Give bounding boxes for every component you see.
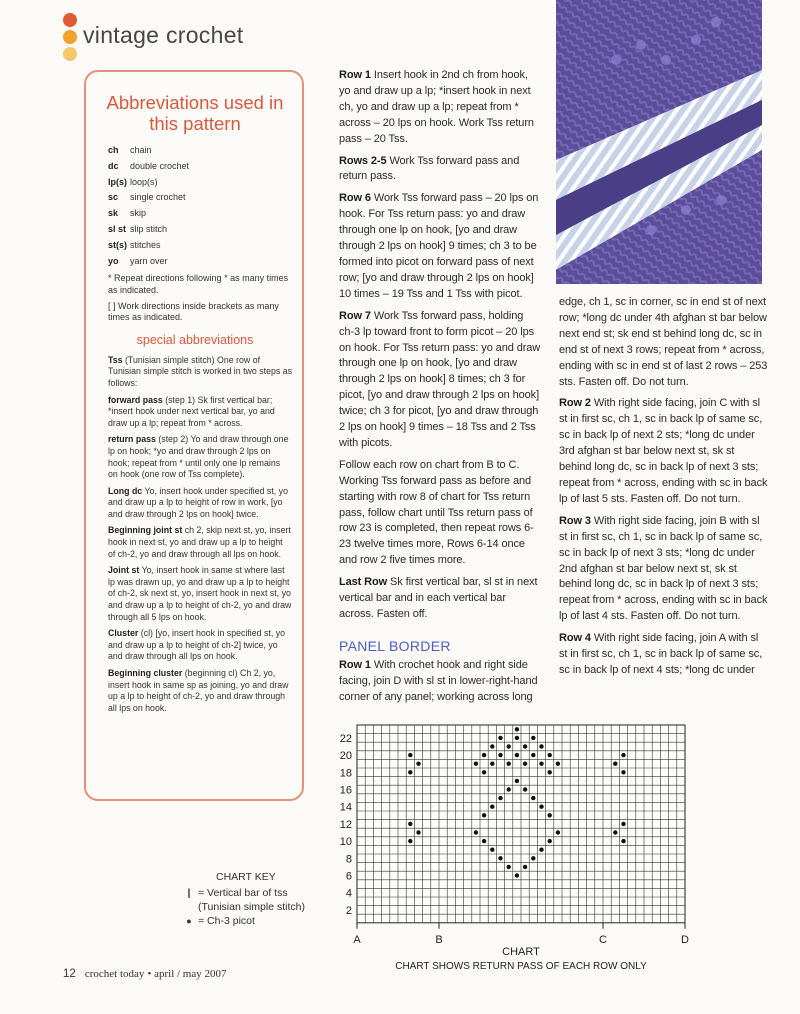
issue-date: april / may 2007 xyxy=(154,968,227,980)
picot-dot xyxy=(531,856,535,860)
abbreviation-note-repeat: * Repeat directions following * as many times as indicated. xyxy=(108,273,289,295)
picot-dot xyxy=(548,813,552,817)
abbreviation-item: lp(s) loop(s) xyxy=(108,176,158,187)
picot-dot xyxy=(416,762,420,766)
picot-dot xyxy=(498,856,502,860)
special-abbreviation-item: return pass (step 2) Yo and draw through one lp on hook; *yo and draw through 2 lps on hook; repeat from * until only one lp remains on hook (one row of Tss complete). xyxy=(108,434,289,480)
picot-dot xyxy=(548,839,552,843)
picot-dot xyxy=(539,744,543,748)
picot-dot xyxy=(531,796,535,800)
bar-key-text-2: (Tunisian simple stitch) xyxy=(198,901,305,913)
page-number: 12 xyxy=(63,968,76,980)
border-row-4: Row 4 With right side facing, join A with sl st in first sc, ch 1, sc in back lp of same sc, sc in back lp of next 4 sts; *long dc under xyxy=(559,632,763,676)
picot-dot xyxy=(531,736,535,740)
special-abbreviation-item: Long dc Yo, insert hook under specified st, yo and draw up a lp to height of row in work, [yo and draw through 2 lps on hook] twice. xyxy=(108,485,288,519)
section-title: vintage crochet xyxy=(83,22,244,48)
picot-dot xyxy=(507,762,511,766)
orange-dot xyxy=(63,13,77,27)
abbreviation-item: sl st slip stitch xyxy=(108,223,168,234)
row-label: 10 xyxy=(339,836,352,849)
picot-dot xyxy=(515,727,519,731)
instruction-rows-2-5: Rows 2-5 Work Tss forward pass and return pass. xyxy=(339,154,520,183)
special-abbreviation-item: Joint st Yo, insert hook in same st where last lp was drawn up, yo and draw up a lp to height of ch-2, sk next st, yo, insert hook in next st, yo and draw up a lp to height of ch-2, yo and draw through all 5 lps on hook. xyxy=(108,565,292,622)
picot-dot xyxy=(556,762,560,766)
abbreviations-title: Abbreviations used in this pattern xyxy=(106,92,284,134)
picot-dot xyxy=(490,762,494,766)
picot-dot xyxy=(498,753,502,757)
panel-border-heading: PANEL BORDER xyxy=(339,637,451,654)
picot-dot xyxy=(531,753,535,757)
row-label: 12 xyxy=(339,818,352,831)
row-label: 22 xyxy=(339,732,352,745)
chart-key-title: CHART KEY xyxy=(216,871,276,883)
abbreviation-item: sc single crochet xyxy=(108,192,186,203)
special-abbreviation-item: forward pass (step 1) Sk first vertical bar; *insert hook under next vertical bar, yo and draw up a lp; repeat from * across. xyxy=(108,394,275,428)
chart-title: CHART xyxy=(502,945,540,958)
picot-dot xyxy=(621,770,625,774)
instruction-last-row: Last Row Sk first vertical bar, sl st in next vertical bar and in each vertical bar across. Fasten off. xyxy=(339,576,538,620)
special-abbreviation-item: Beginning joint st ch 2, skip next st, yo, insert hook in next st, yo and draw up a lp to height of ch-2, yo and draw through all lps on hook. xyxy=(108,525,291,559)
special-abbreviation-item: Beginning cluster (beginning cl) Ch 2, yo, insert hook in same sp as joining, yo and draw up a lp to height of ch-2, yo and draw through all lps on hook. xyxy=(108,668,289,713)
magazine-name: crochet today xyxy=(84,968,145,980)
instructions-column-right xyxy=(559,295,769,685)
picot-dot xyxy=(515,779,519,783)
picot-dot xyxy=(408,822,412,826)
column-label: A xyxy=(353,933,361,946)
abbreviations-list xyxy=(108,143,292,269)
picot-dot xyxy=(613,830,617,834)
row-label: 16 xyxy=(339,784,352,797)
picot-dot xyxy=(548,753,552,757)
column-label: C xyxy=(599,933,607,946)
picot-dot xyxy=(539,848,543,852)
picot-dot xyxy=(490,848,494,852)
instruction-follow-chart: Follow each row on chart from B to C. Working Tss forward pass as before and starting with row 8 of chart for Tss return pass, follow chart until Tss return pass of row 23 is completed, then repeat rows 6-23 twelve times more, Rows 6-14 once and row 2 five times more. xyxy=(339,458,534,567)
instruction-row-1: Row 1 Insert hook in 2nd ch from hook, yo and draw up a lp; *insert hook in next ch, yo and draw up a lp; repeat from * across – 20 lps on hook. Work Tss return pass – 20 Tss. xyxy=(339,69,534,145)
picot-dot xyxy=(408,770,412,774)
picot-dot xyxy=(621,822,625,826)
abbreviation-item: dc double crochet xyxy=(108,160,190,171)
picot-dot xyxy=(523,744,527,748)
row-label: 6 xyxy=(345,870,352,883)
special-abbreviation-item: Cluster (cl) [yo, insert hook in specified st, yo and draw up a lp to height of ch-2] twice, yo and draw through all lps on hook. xyxy=(108,628,285,662)
border-row-2: Row 2 With right side facing, join C with sl st in first sc, ch 1, sc in back lp of same sc, sc in back lp of next 2 sts; *long dc under 3rd afghan st bar below next st, sk st behind long dc, sc in back lp of next 3 sts; repeat from * across, ending with sc in back lp of last 5 sts. Fasten off. Do not turn. xyxy=(559,397,768,505)
picot-dot xyxy=(490,805,494,809)
abbreviation-note-brackets: [ ] Work directions inside brackets as many times as indicated. xyxy=(108,300,279,323)
chart-key xyxy=(180,870,305,928)
bar-symbol: | xyxy=(187,887,191,899)
picot-dot xyxy=(474,830,478,834)
picot-dot xyxy=(621,839,625,843)
picot-dot xyxy=(490,744,494,748)
picot-dot xyxy=(507,787,511,791)
abbreviations-box xyxy=(84,70,304,801)
instruction-row-7: Row 7 Work Tss forward pass, holding ch-3 lp toward front to form picot – 20 lps on hook. For Tss return pass: yo and draw through one lp on hook, [yo and draw through 2 lps on hook] 8 times; ch 3 for picot, [yo and draw through 2 lps on hook] twice; ch 3 for picot, [yo and draw through 2 lps on hook] 9 times – 18 Tss and 2 Tss with picots. xyxy=(339,309,541,449)
bar-key-text: = Vertical bar of tss xyxy=(198,887,288,899)
column-label: B xyxy=(435,933,443,946)
picot-symbol: ● xyxy=(186,916,192,926)
picot-dot xyxy=(539,805,543,809)
picot-dot xyxy=(515,873,519,877)
picot-dot xyxy=(523,865,527,869)
abbreviation-item: ch chain xyxy=(108,145,152,155)
abbreviation-item: st(s) stitches xyxy=(108,239,161,250)
chart-subtitle: CHART SHOWS RETURN PASS OF EACH ROW ONLY xyxy=(395,960,647,972)
picot-dot xyxy=(523,762,527,766)
picot-dot xyxy=(539,762,543,766)
picot-dot xyxy=(474,762,478,766)
abbreviation-item: sk skip xyxy=(108,208,147,219)
picot-dot xyxy=(515,736,519,740)
picot-dot xyxy=(548,770,552,774)
picot-dot xyxy=(523,787,527,791)
picot-dot xyxy=(498,796,502,800)
picot-dot xyxy=(613,762,617,766)
header-dots xyxy=(63,13,77,64)
picot-dot xyxy=(416,830,420,834)
special-abbreviations-title: special abbreviations xyxy=(136,332,254,347)
row-label: 8 xyxy=(345,853,352,866)
amber-dot xyxy=(63,30,77,44)
picot-key-text: = Ch-3 picot xyxy=(198,915,255,927)
yellow-dot xyxy=(63,47,77,61)
row-label: 18 xyxy=(339,767,352,780)
instructions-column-middle xyxy=(339,68,541,712)
instruction-row-6: Row 6 Work Tss forward pass – 20 lps on hook. For Tss return pass: yo and draw through one lp on hook, [yo and draw through 2 lps on hook] 9 times; ch 3 to be formed into picot on forward pass of next row; [yo and draw through 2 lps on hook] 10 times – 19 Tss and 1 Tss with picot. xyxy=(339,192,539,300)
picot-dot xyxy=(556,830,560,834)
picot-dot xyxy=(507,744,511,748)
special-abbreviation-item: Tss (Tunisian simple stitch) One row of Tunisian simple stitch is worked in two steps as follows: xyxy=(108,354,292,388)
page-footer: 12 crochet today • april / may 2007 xyxy=(63,968,227,980)
border-row-3: Row 3 With right side facing, join B with sl st in first sc, ch 1, sc in back lp of same sc, sc in back lp of next 3 sts; *long dc under 2nd afghan st bar below next st, sk st behind long dc, sc in back lp of next 3 sts; repeat from * across, ending with sc in back lp of last 4 sts. Fasten off. Do not turn. xyxy=(559,514,768,623)
picot-dot xyxy=(621,753,625,757)
picot-dot xyxy=(507,865,511,869)
border-row-1: Row 1 With crochet hook and right side facing, join D with sl st in lower-right-hand corner of any panel; working across long xyxy=(339,658,538,703)
special-abbreviations-list xyxy=(108,355,292,715)
afghan-photo xyxy=(556,0,762,284)
picot-dot xyxy=(482,770,486,774)
row-label: 4 xyxy=(345,887,352,900)
picot-dot xyxy=(482,813,486,817)
abbreviation-item: yo yarn over xyxy=(108,255,168,266)
picot-dot xyxy=(482,753,486,757)
picot-chart xyxy=(330,718,710,978)
border-row-1-continued: edge, ch 1, sc in corner, sc in end st of next row; *long dc under 4th afghan st bar below next end st; sk end st behind long dc, sc in end st of next 3 rows; repeat from * across, ending with sc in end st of last 2 rows – 253 sts. Fasten off. Do not turn. xyxy=(559,296,768,388)
picot-dot xyxy=(515,753,519,757)
picot-dot xyxy=(408,753,412,757)
row-label: 14 xyxy=(339,801,352,814)
column-label: D xyxy=(681,933,689,946)
picot-dot xyxy=(482,839,486,843)
picot-dot xyxy=(498,736,502,740)
row-label: 2 xyxy=(345,904,352,917)
row-label: 20 xyxy=(339,750,352,763)
picot-dot xyxy=(408,839,412,843)
